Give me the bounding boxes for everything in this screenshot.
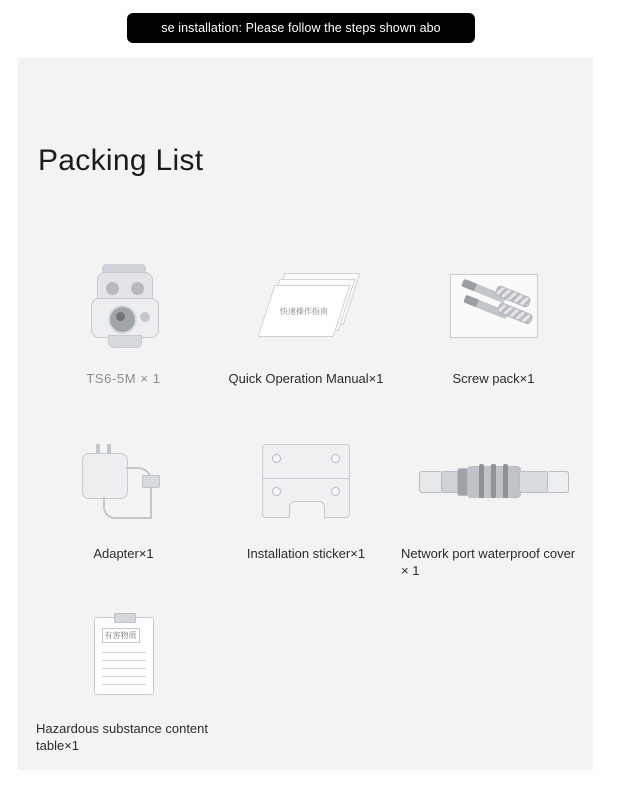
hazard-table-art bbox=[36, 603, 211, 708]
item-caption: Network port waterproof cover × 1 bbox=[401, 546, 576, 578]
power-adapter-icon bbox=[76, 443, 172, 519]
item-caption: TS6-5M × 1 bbox=[86, 371, 161, 386]
waterproof-cover-art bbox=[401, 428, 586, 533]
list-item bbox=[401, 253, 586, 387]
list-item bbox=[36, 428, 211, 562]
item-caption: Adapter×1 bbox=[93, 546, 154, 561]
page-title: Packing List bbox=[38, 144, 204, 177]
item-caption: Screw pack×1 bbox=[452, 371, 535, 386]
item-caption: Quick Operation Manual×1 bbox=[228, 371, 384, 386]
packing-list-panel bbox=[18, 58, 593, 770]
screw-pack-icon bbox=[450, 274, 538, 338]
toast-message: se installation: Please follow the steps shown abo bbox=[161, 21, 441, 35]
instruction-toast bbox=[127, 13, 475, 43]
screw-pack-art bbox=[401, 253, 586, 358]
manual-icon bbox=[258, 271, 354, 341]
item-caption: Hazardous substance content table×1 bbox=[36, 721, 208, 753]
sticker-art bbox=[211, 428, 401, 533]
item-caption: Installation sticker×1 bbox=[246, 546, 366, 561]
list-item bbox=[36, 253, 211, 387]
adapter-art bbox=[36, 428, 211, 533]
manual-art bbox=[211, 253, 401, 358]
list-item bbox=[36, 603, 211, 754]
document-clipboard-icon bbox=[94, 617, 154, 695]
list-item bbox=[211, 253, 401, 387]
list-item bbox=[211, 428, 401, 562]
list-item bbox=[401, 428, 586, 579]
hazard-doc-text: 有害物质 bbox=[102, 628, 140, 643]
camera-art bbox=[36, 253, 211, 358]
installation-sticker-icon bbox=[262, 444, 350, 518]
network-port-waterproof-cover-icon bbox=[419, 458, 569, 504]
manual-cover-text: 快速操作指南 bbox=[279, 306, 328, 316]
camera-icon bbox=[88, 264, 160, 348]
